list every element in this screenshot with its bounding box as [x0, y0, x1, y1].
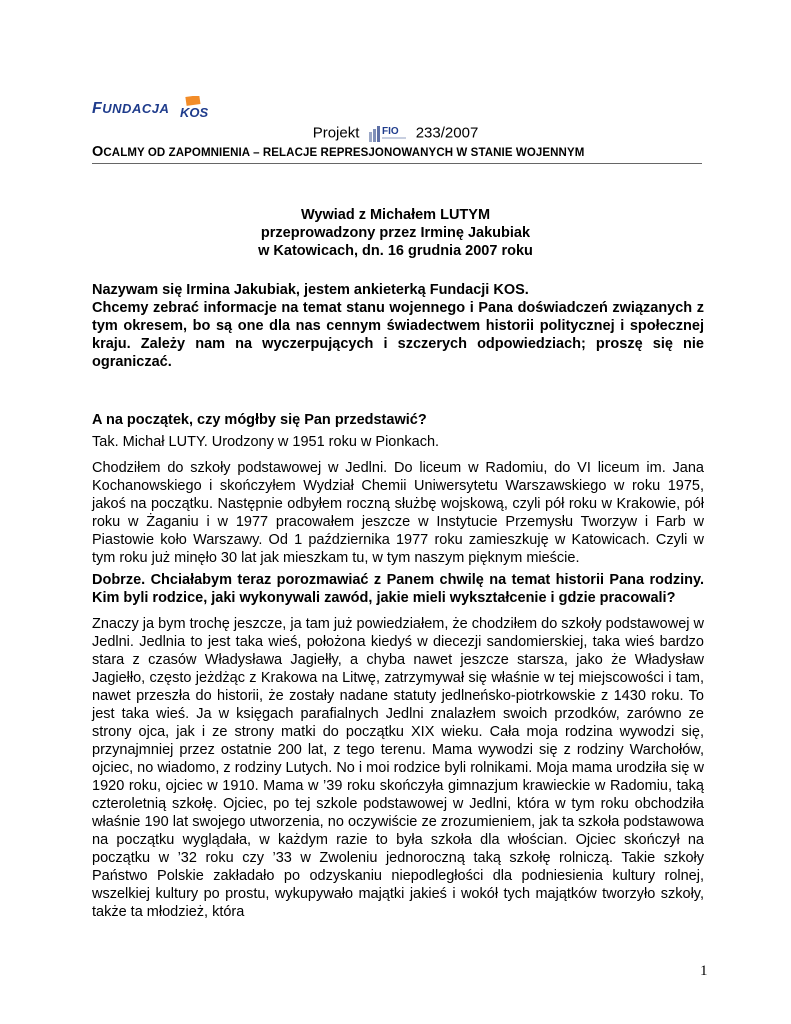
- logo-text: [92, 100, 169, 118]
- question-2: Dobrze. Chciałabym teraz porozmawiać z Panem chwilę na temat historii Pana rodziny. Kim byli rodzice, jaki wykonywali zawód, jakie mieli wykształcenie i gdzie pracowali?: [92, 572, 704, 606]
- intro-line-1: Nazywam się Irmina Jakubiak, jestem ankieterką Fundacji KOS.: [92, 282, 529, 298]
- question-1: A na początek, czy mógłby się Pan przedstawić?: [92, 412, 427, 428]
- interview-body: [92, 411, 704, 929]
- logo-kos-text: KOS: [180, 105, 209, 118]
- answer-1-paragraph-2: Chodziłem do szkoły podstawowej w Jedlni. Do liceum w Radomiu, do VI liceum im. Jana Kochanowskiego i skończyłem Wydział Chemii Uniwersytetu Warszawskiego w roku 1975, jakoś na początku. Następnie odbyłem roczną służbę wojskową, czyli pół roku w Krakowie, pół roku w Żaganiu i w 1977 pracowałem jeszcze w Instytucie Przemysłu Tworzyw i Farb w Piastowie koło Warszawy. Od 1 października 1977 roku zamieszkuję w Katowicach. Czyli w tym roku już minęło 30 lat jak mieszkam tu, w tym naszym pięknym mieście.: [92, 460, 704, 566]
- header-divider: [92, 163, 702, 164]
- campaign-first-letter: O: [92, 144, 104, 160]
- project-prefix: Projekt: [312, 124, 360, 142]
- page-number: 1: [700, 963, 708, 979]
- interviewer-intro: [92, 281, 704, 371]
- intro-paragraph: Chcemy zebrać informacje na temat stanu wojennego i Pana doświadczeń związanych z tym okresem, bo są one dla nas cennym świadectwem historii politycznej i społecznej kraju. Zależy nam na wyczerpujących i szczerych odpowiedziach; proszę się nie ograniczać.: [92, 300, 704, 370]
- kos-logo-icon: [178, 96, 212, 118]
- campaign-rest: CALMY OD ZAPOMNIENIA – RELACJE REPRESJONOWANYCH W STANIE WOJENNYM: [103, 147, 585, 159]
- title-line-1: Wywiad z Michałem LUTYM: [300, 207, 491, 223]
- logo-word: UNDACJA: [102, 101, 170, 116]
- project-number: 233/2007: [415, 124, 479, 142]
- answer-1-paragraph-1: Tak. Michał LUTY. Urodzony w 1951 roku w Pionkach.: [92, 434, 440, 450]
- fio-logo-icon: [368, 123, 408, 143]
- interview-title: [0, 206, 791, 260]
- campaign-title: [92, 144, 702, 160]
- answer-2: Znaczy ja bym trochę jeszcze, ja tam już powiedziałem, że chodziłem do szkoły podstawowej w Jedlni. Jedlnia to jest taka wieś, położona kiedyś w diecezji sandomierskiej, taka wieś bardzo stara z czasów Władysława Jagiełły, a chyba nawet jeszcze starsza, jako że Władysław Jagiełło, często jeżdżąc z Krakowa na Litwę, zatrzymywał się właśnie w tej miejscowości i tam, nawet przeszła do historii, że zostały nadane statuty jedlneńsko-piotrkowskie z 1430 roku. To jest taka wieś. Ja w księgach parafialnych Jedlni znalazłem swoich przodków, zarówno ze strony ojca, jak i ze strony matki do początku XIX wieku. Cała moja rodzina wywodzi się, przynajmniej przez ostatnie 200 lat, z tego terenu. Mama wywodzi się z rodziny Warchołów, ojciec, no wiadomo, z rodziny Lutych. No i moi rodzice byli rolnikami. Moja mama urodziła się w 1920 roku, ojciec w 1910. Mama w ’39 roku skończyła gimnazjum krawieckie w Radomiu, taką czteroletnią szkołę. Ojciec, po tej szkole podstawowej w Jedlni, która w tym roku obchodziła właśnie 190 lat swojego utworzenia, no oczywiście ze zrozumieniem, jak ta szkoła podstawowa na początku wyglądała, w każdym razie to była szkoła dla włościan. Ojciec skończył na początku w ’32 roku czy ’33 w Zwoleniu jednoroczną taką szkołę rolniczą. Takie szkoły Państwo Polskie zakładało po odzyskaniu niepodległości dla podniesienia kultury rolnej, wszelkiej kultury po prostu, wykupywało majątki jakieś i wokół tych majątków tworzyło szkoły, także ta młodzież, która: [92, 616, 704, 920]
- fio-logo-text: FIO: [381, 126, 399, 137]
- title-line-3: w Katowicach, dn. 16 grudnia 2007 roku: [258, 243, 533, 259]
- project-line: [0, 123, 791, 143]
- logo-initial: F: [92, 100, 103, 117]
- title-line-2: przeprowadzony przez Irminę Jakubiak: [260, 225, 531, 241]
- fundacja-kos-logo: [92, 94, 222, 120]
